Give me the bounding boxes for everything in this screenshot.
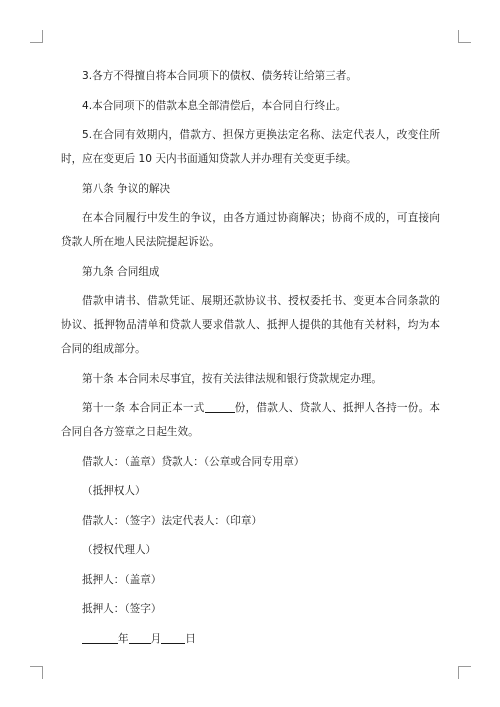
article-11-after-blank: 份，借款人、贷款人、抵押人各持一份。本合同自各方签章之日起生效。 (61, 402, 441, 438)
signature-borrower-seal: 借款人：（盖章）贷款人：（公章或合同专用章） (82, 455, 305, 468)
month-label: 月 (150, 632, 162, 645)
corner-mark-bottom-right (458, 666, 471, 679)
article-8-heading: 第八条 争议的解决 (82, 182, 171, 195)
date-line (61, 627, 440, 651)
document-body (61, 64, 440, 656)
corner-mark-bottom-left (30, 666, 43, 679)
copies-blank-line (205, 400, 235, 413)
article-10-text: 第十条 本合同未尽事宜，按有关法律法规和银行贷款规定办理。 (82, 372, 382, 385)
clause-3-no-transfer: 3.各方不得擅自将本合同项下的债权、债务转让给第三者。 (82, 70, 357, 82)
corner-mark-top-left (30, 30, 43, 43)
month-blank-line (129, 631, 151, 644)
article-11-copies (61, 396, 440, 444)
corner-mark-top-right (458, 30, 471, 43)
article-11-before-blank: 第十一条 本合同正本一式 (82, 402, 205, 414)
article-8-dispute-text: 在本合同履行中发生的争议，由各方通过协商解决；协商不成的，可直接向贷款人所在地人民法院提起诉讼。 (61, 212, 440, 248)
clause-4-termination: 4.本合同项下的借款本息全部清偿后，本合同自行终止。 (82, 99, 347, 112)
signature-mortgagor-sign: 抵押人：（签字） (82, 603, 162, 615)
article-9-heading: 第九条 合同组成 (82, 265, 160, 278)
day-blank-line (161, 631, 185, 644)
clause-5-change-notice: 5.在合同有效期内，借款方、担保方更换法定名称、法定代表人，改变住所时，应在变更后 10 天内书面通知贷款人并办理有关变更手续。 (61, 129, 440, 165)
signature-mortgagor-seal: 抵押人：（盖章） (82, 573, 162, 586)
article-9-composition-text: 借款申请书、借款凭证、展期还款协议书、授权委托书、变更本合同条款的协议、抵押物品清单和贷款人要求借款人、抵押人提供的其他有关材料，均为本合同的组成部分。 (61, 295, 440, 355)
signature-mortgagee: （抵押权人） (82, 485, 146, 497)
signature-borrower-sign: 借款人：（签字）法定代表人：（印章） (82, 514, 263, 527)
signature-authorized-agent: （授权代理人） (82, 544, 157, 556)
year-label: 年 (118, 632, 129, 645)
day-label: 日 (185, 632, 196, 645)
year-blank-line (82, 631, 118, 644)
